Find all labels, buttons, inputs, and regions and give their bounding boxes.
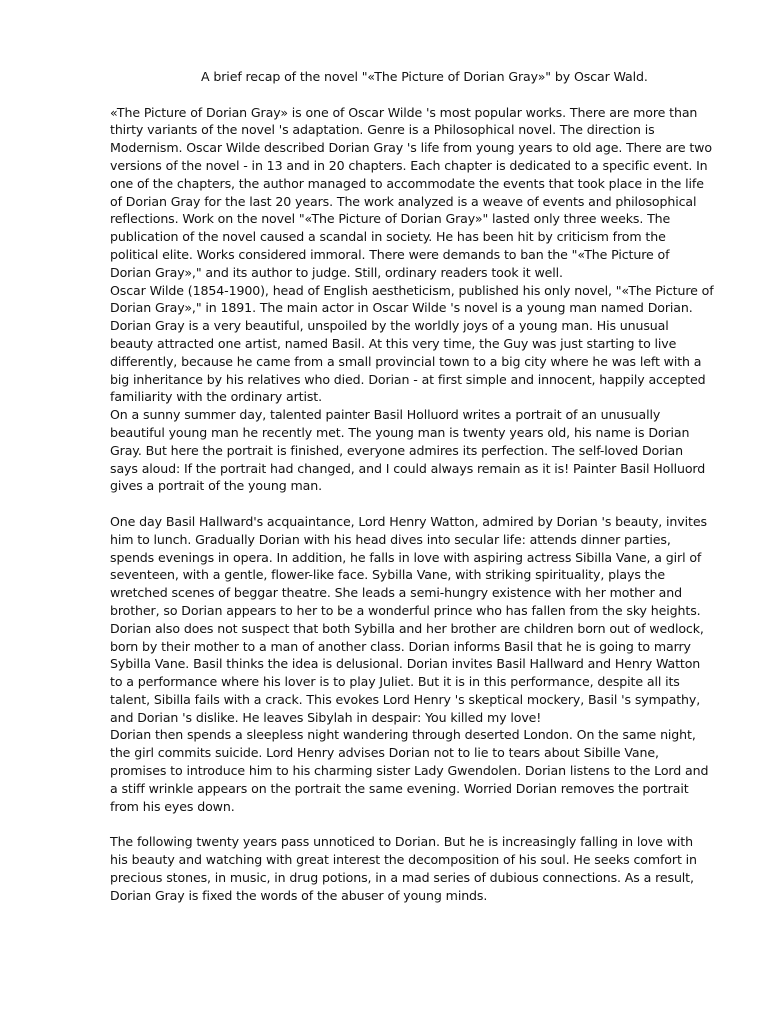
paragraph-intro: «The Picture of Dorian Gray» is one of Oscar Wilde 's most popular works. There are more than thirty variants of the novel 's adaptation. Genre is a Philosophical novel. The direction is Modernism. Oscar Wilde described Dorian Gray 's life from young years to old age. There are two versions of the novel - in 13 and in 20 chapters. Each chapter is dedicated to a specific event. In one of the chapters, the author managed to accommodate the events that took place in the life of Dorian Gray for the last 20 years. The work analyzed is a weave of events and philosophical reflections. Work on the novel "«The Picture of Dorian Gray»" lasted only three weeks. The publication of the novel caused a scandal in society. He has been hit by criticism from the political elite. Works considered immoral. There were demands to ban the "«The Picture of Dorian Gray»," and its author to judge. Still, ordinary readers took it well. bbox=[110, 104, 712, 280]
document-title: A brief recap of the novel "«The Picture of Dorian Gray»" by Oscar Wald. bbox=[201, 69, 648, 84]
paragraph-twenty-years: The following twenty years pass unnoticed to Dorian. But he is increasingly falling in love with his beauty and watching with great interest the decomposition of his soul. He seeks comfort in precious stones, in music, in drug potions, in a mad series of dubious connections. As a result, Dorian Gray is fixed the words of the abuser of young minds. bbox=[110, 834, 697, 903]
document-page bbox=[110, 68, 714, 904]
paragraph-oscar-wilde: Oscar Wilde (1854-1900), head of English aestheticism, published his only novel, "«The Picture of Dorian Gray»," in 1891. The main actor in Oscar Wilde 's novel is a young man named Dorian. Dorian Gray is a very beautiful, unspoiled by the worldly joys of a young man. His unusual beauty attracted one artist, named Basil. At this very time, the Guy was just starting to live differently, because he came from a small provincial town to a big city where he was left with a big inheritance by his relatives who died. Dorian - at first simple and innocent, happily accepted familiarity with the ordinary artist. bbox=[110, 282, 714, 405]
paragraph-portrait: On a sunny summer day, talented painter Basil Holluord writes a portrait of an unusually beautiful young man he recently met. The young man is twenty years old, his name is Dorian Gray. But here the portrait is finished, everyone admires its perfection. The self-loved Dorian says aloud: If the portrait had changed, and I could always remain as it is! Painter Basil Holluord gives a portrait of the young man. bbox=[110, 407, 706, 494]
paragraph-sleepless-night: Dorian then spends a sleepless night wandering through deserted London. On the same night, the girl commits suicide. Lord Henry advises Dorian not to lie to tears about Sibille Vane, promises to introduce him to his charming sister Lady Gwendolen. Dorian listens to the Lord and a stiff wrinkle appears on the portrait the same evening. Worried Dorian removes the portrait from his eyes down. bbox=[110, 727, 709, 814]
paragraph-lord-henry: One day Basil Hallward's acquaintance, Lord Henry Watton, admired by Dorian 's beauty, invites him to lunch. Gradually Dorian with his head dives into secular life: attends dinner parties, spends evenings in opera. In addition, he falls in love with aspiring actress Sibilla Vane, a girl of seventeen, with a gentle, flower-like face. Sybilla Vane, with striking spirituality, plays the wretched scenes of beggar theatre. She leads a semi-hungry existence with her mother and brother, so Dorian appears to her to be a wonderful prince who has fallen from the sky heights. Dorian also does not suspect that both Sybilla and her brother are children born out of wedlock, born by their mother to a man of another class. Dorian informs Basil that he is going to marry Sybilla Vane. Basil thinks the idea is delusional. Dorian invites Basil Hallward and Henry Watton to a performance where his lover is to play Juliet. But it is in this performance, despite all its talent, Sibilla fails with a crack. This evokes Lord Henry 's skeptical mockery, Basil 's sympathy, and Dorian 's dislike. He leaves Sibylah in despair: You killed my love! bbox=[110, 513, 707, 725]
